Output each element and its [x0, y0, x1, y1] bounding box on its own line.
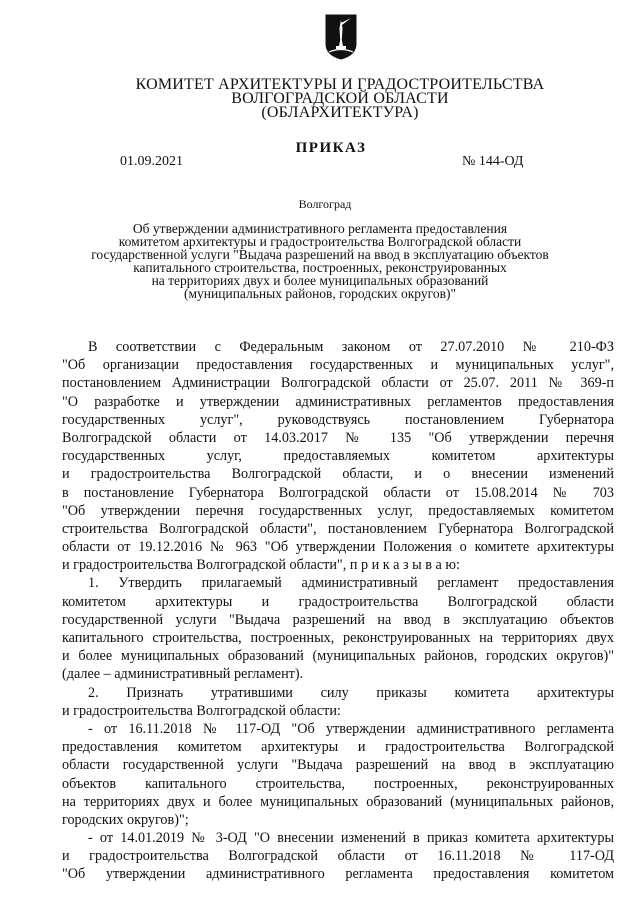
body-line: капитального строительства, построенных, реконструированных на территориях двух — [62, 630, 614, 646]
order-subject — [70, 222, 570, 300]
order-body — [62, 338, 614, 884]
subject-line: (муниципальных районов, городских округов)" — [184, 286, 456, 301]
body-line: и более муниципальных образований (муниципальных районов, городских округов)" — [62, 648, 614, 665]
body-line: области государственной услуги "Выдача разрешений на ввод в эксплуатацию — [62, 757, 614, 774]
body-line: В соответствии с Федеральным законом от 27.07.2010 № 210-ФЗ — [88, 339, 614, 355]
body-line: и градостроительства Волгоградской области, и о внесении изменений — [62, 466, 614, 483]
body-line: и градостроительства Волгоградской области: — [62, 702, 341, 719]
subject-line: на территориях двух и более муниципальных образований — [151, 273, 489, 288]
body-line: строительства Волгоградской области", постановлением Губернатора Волгоградской — [62, 520, 614, 537]
body-line: городских округов)"; — [62, 811, 189, 828]
subject-line: капитального строительства, построенных, реконструированных — [133, 260, 507, 275]
header-line-1: КОМИТЕТ АРХИТЕКТУРЫ И ГРАДОСТРОИТЕЛЬСТВА — [135, 76, 545, 93]
body-line: 1. Утвердить прилагаемый административный регламент предоставления — [88, 575, 614, 592]
body-line: Волгоградской области от 14.03.2017 № 135 "Об утверждении перечня — [62, 429, 614, 446]
body-line: и градостроительства Волгоградской области", п р и к а з ы в а ю: — [62, 557, 460, 574]
body-line: и градостроительства Волгоградской области от 16.11.2018 № 117-ОД — [62, 848, 614, 865]
body-line: на территориях двух и более муниципальных образований (муниципальных районов, — [62, 793, 614, 810]
body-line: "О разработке и утверждении административных регламентов предоставления — [62, 393, 614, 410]
body-line: (далее – административный регламент). — [62, 666, 304, 683]
body-line: "Об организации предоставления государственных и муниципальных услуг", — [62, 357, 614, 374]
subject-line: Об утверждении административного регламента предоставления — [132, 221, 508, 236]
body-line: постановлением Администрации Волгоградской области от 25.07. 2011 № 369-п — [62, 375, 614, 392]
body-line: предоставления комитетом архитектуры и градостроительства Волгоградской — [62, 739, 614, 756]
body-line: государственной услуги "Выдача разрешений на ввод в эксплуатацию объектов — [62, 611, 614, 628]
volgograd-emblem-icon — [325, 14, 357, 60]
header-line-2: ВОЛГОГРАДСКОЙ ОБЛАСТИ — [231, 90, 449, 107]
committee-header — [100, 78, 580, 120]
body-line: государственных услуг, предоставляемых комитетом архитектуры — [62, 448, 614, 465]
body-line: комитетом архитектуры и градостроительства Волгоградской области — [62, 593, 614, 610]
order-city: Волгоград — [298, 197, 352, 211]
subject-line: комитетом архитектуры и градостроительства Волгоградской области — [118, 234, 522, 249]
body-line: "Об утверждении административного регламента предоставления комитетом — [62, 866, 614, 883]
body-line: - от 14.01.2019 № 3-ОД "О внесении изменений в приказ комитета архитектуры — [88, 830, 614, 847]
order-title: ПРИКАЗ — [295, 140, 367, 156]
body-line: государственных услуг", руководствуясь постановлением Губернатора — [62, 411, 614, 428]
body-line: области от 19.12.2016 № 963 "Об утверждении Положения о комитете архитектуры — [62, 539, 614, 556]
body-line: - от 16.11.2018 № 117-ОД "Об утверждении административного регламента — [88, 720, 614, 737]
subject-line: государственной услуги "Выдача разрешений на ввод в эксплуатацию объектов — [91, 247, 549, 262]
header-line-3: (ОБЛАРХИТЕКТУРА) — [261, 104, 419, 121]
order-date: 01.09.2021 — [120, 154, 183, 169]
body-line: в постановление Губернатора Волгоградской области от 15.08.2014 № 703 — [62, 484, 614, 501]
order-number: № 144-ОД — [462, 154, 524, 169]
body-line: "Об утверждении перечня государственных услуг, предоставляемых комитетом — [62, 502, 614, 519]
body-line: 2. Признать утратившими силу приказы комитета архитектуры — [88, 684, 614, 701]
body-line: объектов капитального строительства, построенных, реконструированных — [62, 775, 614, 792]
